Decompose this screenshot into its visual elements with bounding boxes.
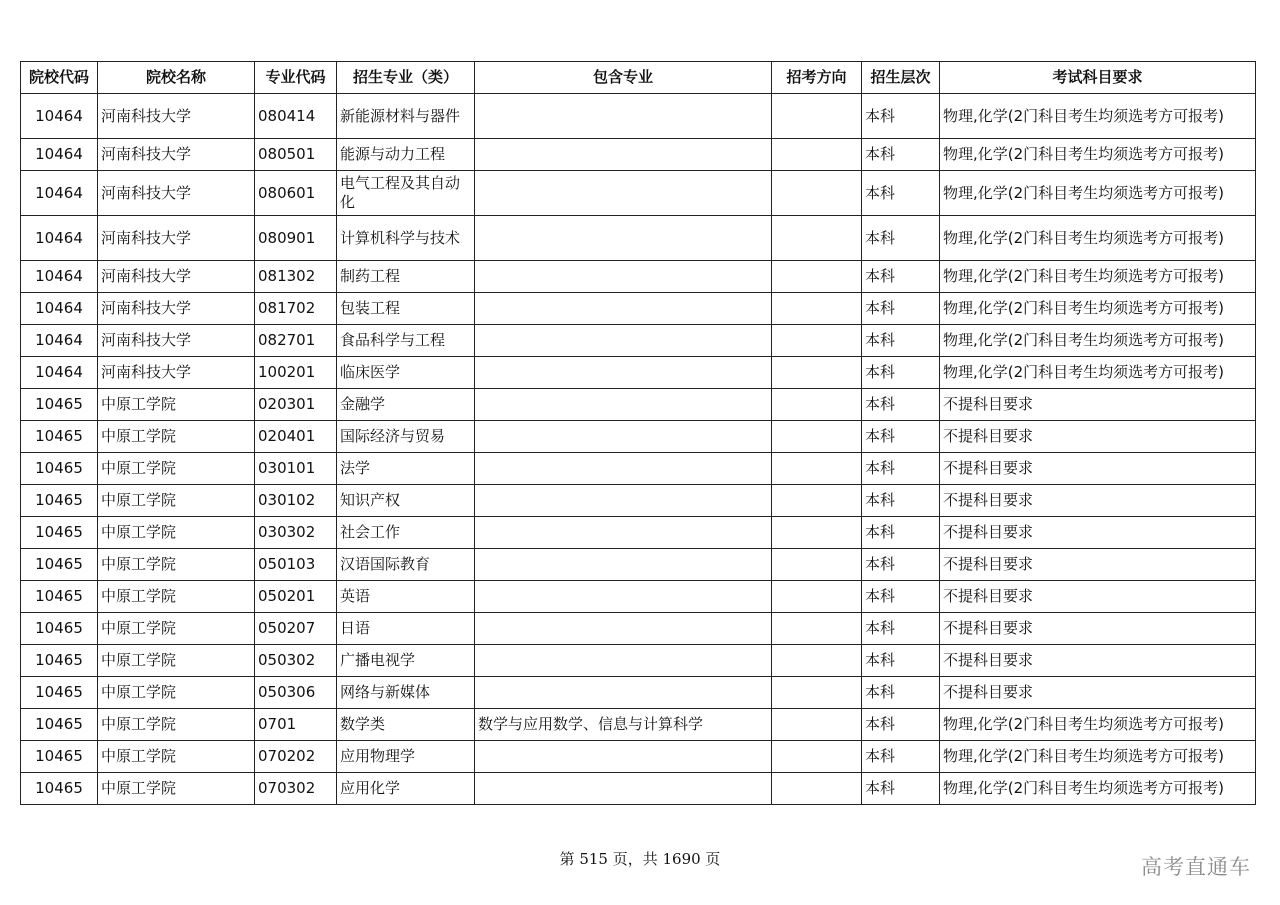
cell-school-code: 10464 xyxy=(21,293,98,325)
cell-direction xyxy=(772,517,862,549)
cell-school-code: 10464 xyxy=(21,139,98,171)
table-row xyxy=(21,677,1256,709)
cell-level: 本科 xyxy=(862,357,940,389)
cell-major: 应用物理学 xyxy=(337,741,475,773)
cell-included-majors xyxy=(475,581,772,613)
cell-major-code: 070202 xyxy=(255,741,337,773)
header-major-code: 专业代码 xyxy=(255,62,337,94)
cell-school-name: 中原工学院 xyxy=(98,581,255,613)
cell-school-name: 中原工学院 xyxy=(98,677,255,709)
cell-major-code: 082701 xyxy=(255,325,337,357)
cell-included-majors xyxy=(475,261,772,293)
page-number: 第 515 页，共 1690 页 xyxy=(559,850,721,868)
cell-major: 日语 xyxy=(337,613,475,645)
cell-major: 制药工程 xyxy=(337,261,475,293)
table-row xyxy=(21,325,1256,357)
cell-major: 汉语国际教育 xyxy=(337,549,475,581)
cell-major-code: 050207 xyxy=(255,613,337,645)
cell-included-majors xyxy=(475,139,772,171)
table-row xyxy=(21,139,1256,171)
cell-requirement: 不提科目要求 xyxy=(940,485,1256,517)
cell-included-majors xyxy=(475,549,772,581)
cell-direction xyxy=(772,581,862,613)
cell-level: 本科 xyxy=(862,453,940,485)
cell-school-name: 中原工学院 xyxy=(98,517,255,549)
cell-included-majors xyxy=(475,94,772,139)
cell-included-majors xyxy=(475,325,772,357)
table-row xyxy=(21,645,1256,677)
cell-major-code: 070302 xyxy=(255,773,337,805)
cell-requirement: 物理,化学(2门科目考生均须选考方可报考) xyxy=(940,293,1256,325)
cell-major: 新能源材料与器件 xyxy=(337,94,475,139)
cell-level: 本科 xyxy=(862,261,940,293)
cell-school-name: 河南科技大学 xyxy=(98,325,255,357)
cell-school-name: 河南科技大学 xyxy=(98,94,255,139)
table-row xyxy=(21,94,1256,139)
table-row xyxy=(21,773,1256,805)
cell-included-majors xyxy=(475,389,772,421)
cell-level: 本科 xyxy=(862,389,940,421)
header-school-code: 院校代码 xyxy=(21,62,98,94)
cell-major-code: 030101 xyxy=(255,453,337,485)
cell-school-code: 10465 xyxy=(21,485,98,517)
cell-school-code: 10465 xyxy=(21,741,98,773)
cell-direction xyxy=(772,325,862,357)
cell-school-code: 10465 xyxy=(21,709,98,741)
cell-school-name: 河南科技大学 xyxy=(98,357,255,389)
cell-requirement: 物理,化学(2门科目考生均须选考方可报考) xyxy=(940,94,1256,139)
cell-major: 应用化学 xyxy=(337,773,475,805)
table-row xyxy=(21,421,1256,453)
cell-level: 本科 xyxy=(862,139,940,171)
cell-school-code: 10465 xyxy=(21,421,98,453)
cell-direction xyxy=(772,773,862,805)
cell-school-code: 10465 xyxy=(21,517,98,549)
cell-requirement: 不提科目要求 xyxy=(940,453,1256,485)
admissions-table xyxy=(20,61,1256,805)
cell-included-majors xyxy=(475,171,772,216)
cell-included-majors xyxy=(475,357,772,389)
cell-major: 能源与动力工程 xyxy=(337,139,475,171)
cell-direction xyxy=(772,293,862,325)
cell-included-majors xyxy=(475,517,772,549)
cell-school-name: 河南科技大学 xyxy=(98,293,255,325)
cell-school-code: 10464 xyxy=(21,357,98,389)
cell-school-code: 10464 xyxy=(21,261,98,293)
table-header-row xyxy=(21,62,1256,94)
cell-included-majors xyxy=(475,421,772,453)
cell-school-name: 中原工学院 xyxy=(98,709,255,741)
cell-level: 本科 xyxy=(862,171,940,216)
cell-major-code: 030302 xyxy=(255,517,337,549)
header-school-name: 院校名称 xyxy=(98,62,255,94)
cell-direction xyxy=(772,261,862,293)
table-row xyxy=(21,453,1256,485)
cell-major-code: 080601 xyxy=(255,171,337,216)
cell-requirement: 物理,化学(2门科目考生均须选考方可报考) xyxy=(940,261,1256,293)
cell-major: 包装工程 xyxy=(337,293,475,325)
cell-included-majors xyxy=(475,677,772,709)
cell-major-code: 050302 xyxy=(255,645,337,677)
cell-school-name: 河南科技大学 xyxy=(98,171,255,216)
cell-school-name: 中原工学院 xyxy=(98,613,255,645)
cell-requirement: 不提科目要求 xyxy=(940,613,1256,645)
table-row xyxy=(21,357,1256,389)
cell-major-code: 030102 xyxy=(255,485,337,517)
cell-school-name: 中原工学院 xyxy=(98,773,255,805)
cell-school-code: 10465 xyxy=(21,389,98,421)
cell-included-majors xyxy=(475,453,772,485)
cell-requirement: 物理,化学(2门科目考生均须选考方可报考) xyxy=(940,139,1256,171)
cell-level: 本科 xyxy=(862,421,940,453)
cell-level: 本科 xyxy=(862,645,940,677)
cell-school-code: 10464 xyxy=(21,216,98,261)
cell-level: 本科 xyxy=(862,293,940,325)
cell-requirement: 物理,化学(2门科目考生均须选考方可报考) xyxy=(940,325,1256,357)
cell-included-majors xyxy=(475,293,772,325)
cell-school-code: 10464 xyxy=(21,325,98,357)
cell-school-name: 河南科技大学 xyxy=(98,139,255,171)
cell-requirement: 物理,化学(2门科目考生均须选考方可报考) xyxy=(940,171,1256,216)
cell-included-majors xyxy=(475,773,772,805)
cell-requirement: 不提科目要求 xyxy=(940,549,1256,581)
header-level: 招生层次 xyxy=(862,62,940,94)
cell-school-code: 10465 xyxy=(21,677,98,709)
cell-level: 本科 xyxy=(862,581,940,613)
cell-major-code: 100201 xyxy=(255,357,337,389)
cell-school-code: 10465 xyxy=(21,613,98,645)
cell-level: 本科 xyxy=(862,741,940,773)
cell-school-code: 10465 xyxy=(21,549,98,581)
cell-requirement: 不提科目要求 xyxy=(940,581,1256,613)
cell-major-code: 081702 xyxy=(255,293,337,325)
cell-requirement: 物理,化学(2门科目考生均须选考方可报考) xyxy=(940,216,1256,261)
cell-school-name: 河南科技大学 xyxy=(98,261,255,293)
cell-direction xyxy=(772,357,862,389)
cell-school-name: 中原工学院 xyxy=(98,421,255,453)
cell-major: 知识产权 xyxy=(337,485,475,517)
cell-included-majors xyxy=(475,485,772,517)
cell-level: 本科 xyxy=(862,94,940,139)
cell-direction xyxy=(772,171,862,216)
cell-major: 国际经济与贸易 xyxy=(337,421,475,453)
cell-level: 本科 xyxy=(862,485,940,517)
cell-direction xyxy=(772,485,862,517)
cell-requirement: 不提科目要求 xyxy=(940,645,1256,677)
cell-level: 本科 xyxy=(862,709,940,741)
table-row xyxy=(21,216,1256,261)
header-direction: 招考方向 xyxy=(772,62,862,94)
cell-included-majors: 数学与应用数学、信息与计算科学 xyxy=(475,709,772,741)
cell-level: 本科 xyxy=(862,517,940,549)
cell-major: 金融学 xyxy=(337,389,475,421)
cell-major: 食品科学与工程 xyxy=(337,325,475,357)
table-body xyxy=(21,94,1256,805)
cell-requirement: 不提科目要求 xyxy=(940,677,1256,709)
cell-major-code: 080501 xyxy=(255,139,337,171)
table-row xyxy=(21,171,1256,216)
cell-major-code: 080414 xyxy=(255,94,337,139)
header-major: 招生专业（类） xyxy=(337,62,475,94)
cell-level: 本科 xyxy=(862,549,940,581)
cell-major: 电气工程及其自动化 xyxy=(337,171,475,216)
cell-requirement: 不提科目要求 xyxy=(940,421,1256,453)
cell-school-code: 10465 xyxy=(21,581,98,613)
cell-major-code: 081302 xyxy=(255,261,337,293)
cell-level: 本科 xyxy=(862,677,940,709)
cell-level: 本科 xyxy=(862,325,940,357)
cell-direction xyxy=(772,741,862,773)
cell-direction xyxy=(772,645,862,677)
cell-direction xyxy=(772,709,862,741)
cell-direction xyxy=(772,453,862,485)
cell-school-code: 10465 xyxy=(21,773,98,805)
table-row xyxy=(21,517,1256,549)
header-requirement: 考试科目要求 xyxy=(940,62,1256,94)
table-row xyxy=(21,549,1256,581)
cell-school-name: 中原工学院 xyxy=(98,485,255,517)
cell-direction xyxy=(772,677,862,709)
cell-major-code: 080901 xyxy=(255,216,337,261)
cell-school-code: 10464 xyxy=(21,94,98,139)
cell-school-code: 10465 xyxy=(21,645,98,677)
cell-included-majors xyxy=(475,741,772,773)
cell-school-code: 10464 xyxy=(21,171,98,216)
cell-major-code: 050103 xyxy=(255,549,337,581)
cell-major: 社会工作 xyxy=(337,517,475,549)
table-row xyxy=(21,709,1256,741)
table-row xyxy=(21,741,1256,773)
cell-school-name: 中原工学院 xyxy=(98,453,255,485)
cell-level: 本科 xyxy=(862,216,940,261)
cell-major-code: 050306 xyxy=(255,677,337,709)
cell-requirement: 物理,化学(2门科目考生均须选考方可报考) xyxy=(940,741,1256,773)
cell-school-name: 河南科技大学 xyxy=(98,216,255,261)
cell-included-majors xyxy=(475,613,772,645)
cell-major-code: 020301 xyxy=(255,389,337,421)
cell-level: 本科 xyxy=(862,613,940,645)
cell-requirement: 不提科目要求 xyxy=(940,389,1256,421)
cell-direction xyxy=(772,216,862,261)
cell-requirement: 物理,化学(2门科目考生均须选考方可报考) xyxy=(940,357,1256,389)
table-row xyxy=(21,581,1256,613)
cell-major: 网络与新媒体 xyxy=(337,677,475,709)
cell-requirement: 物理,化学(2门科目考生均须选考方可报考) xyxy=(940,773,1256,805)
table-row xyxy=(21,293,1256,325)
cell-major: 法学 xyxy=(337,453,475,485)
cell-major-code: 020401 xyxy=(255,421,337,453)
watermark: 高考直通车 xyxy=(1141,855,1251,879)
cell-major: 计算机科学与技术 xyxy=(337,216,475,261)
cell-school-code: 10465 xyxy=(21,453,98,485)
cell-direction xyxy=(772,613,862,645)
cell-major-code: 050201 xyxy=(255,581,337,613)
cell-direction xyxy=(772,549,862,581)
cell-major-code: 0701 xyxy=(255,709,337,741)
cell-school-name: 中原工学院 xyxy=(98,549,255,581)
cell-school-name: 中原工学院 xyxy=(98,741,255,773)
cell-included-majors xyxy=(475,216,772,261)
table-row xyxy=(21,389,1256,421)
cell-requirement: 物理,化学(2门科目考生均须选考方可报考) xyxy=(940,709,1256,741)
header-included-majors: 包含专业 xyxy=(475,62,772,94)
cell-direction xyxy=(772,94,862,139)
cell-included-majors xyxy=(475,645,772,677)
cell-major: 广播电视学 xyxy=(337,645,475,677)
cell-major: 数学类 xyxy=(337,709,475,741)
cell-major: 临床医学 xyxy=(337,357,475,389)
cell-school-name: 中原工学院 xyxy=(98,389,255,421)
cell-school-name: 中原工学院 xyxy=(98,645,255,677)
cell-direction xyxy=(772,389,862,421)
cell-level: 本科 xyxy=(862,773,940,805)
cell-direction xyxy=(772,139,862,171)
table-row xyxy=(21,261,1256,293)
table-row xyxy=(21,485,1256,517)
cell-major: 英语 xyxy=(337,581,475,613)
cell-requirement: 不提科目要求 xyxy=(940,517,1256,549)
table-row xyxy=(21,613,1256,645)
cell-direction xyxy=(772,421,862,453)
